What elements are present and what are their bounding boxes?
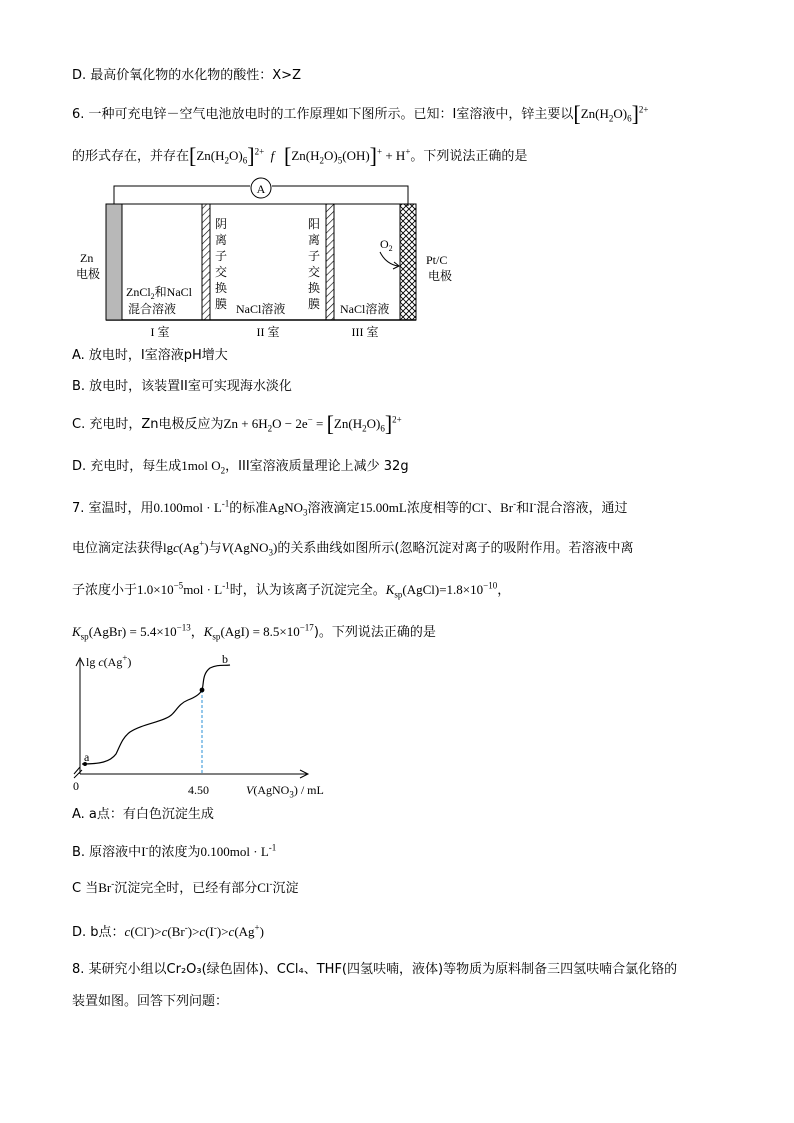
room2-solution: NaCl溶液 <box>236 302 286 316</box>
q6-equilibrium: $[Zn(H_2O)_6]^{2+}$ f $[Zn(H_2O)_5(OH)]^+ + H^+$ <box>189 143 411 168</box>
external-wire-right <box>272 186 408 206</box>
titration-curve <box>82 665 230 764</box>
svg-text:阴: 阴 <box>214 217 228 231</box>
svg-text:换: 换 <box>307 281 321 295</box>
svg-text:子: 子 <box>307 249 321 263</box>
svg-text:子: 子 <box>214 249 228 263</box>
room3-label: III 室 <box>351 325 379 339</box>
q8-stem-line-1: 8. 某研究小组以Cr₂O₃(绿色固体)、CCl₄、THF(四氢呋喃，液体)等物质为原料制备三四氢呋喃合氯化铬的 <box>72 962 678 977</box>
cation-membrane-label <box>308 217 320 311</box>
room3-solution: NaCl溶液 <box>340 302 390 316</box>
zn-electrode <box>106 204 122 320</box>
q6-stem-line-2 <box>72 143 528 168</box>
q6-option-b: B. 放电时，该装置II室可实现海水淡化 <box>72 379 292 394</box>
q7-option-d: D. b点：c(Cl-)>c(Br-)>c(I-)>c(Ag+) <box>72 922 264 940</box>
ptc-electrode <box>400 204 416 320</box>
q7-option-a: A. a点：有白色沉淀生成 <box>72 807 214 822</box>
q7-option-c: C 当Br-沉淀完全时，已经有部分Cl-沉淀 <box>72 878 299 896</box>
q6-stem-text: 6. 一种可充电锌－空气电池放电时的工作原理如下图所示。已知：I室溶液中，锌主要以 <box>72 107 574 122</box>
anion-membrane-label <box>215 217 227 311</box>
q7-graph-xlabel: V(AgNO$_3$) / mL <box>246 783 324 800</box>
room1-label: I 室 <box>150 325 170 339</box>
svg-text:换: 换 <box>214 281 228 295</box>
q6-battery-figure <box>100 176 430 344</box>
q7-option-b: B. 原溶液中I-的浓度为$0.100mol \cdot L^{-1}$ <box>72 842 277 860</box>
q6-stem-text-2a: 的形式存在，并存在 <box>72 149 190 164</box>
point-b-label: b <box>222 654 228 666</box>
room1-solution-line1: ZnCl$_2$和NaCl <box>126 285 193 301</box>
ptc-electrode-label: Pt/C 电极 <box>426 253 453 283</box>
q6-zn-complex: $[Zn(H_2O)_6]^{2+}$ <box>573 101 649 126</box>
cation-exchange-membrane <box>326 204 334 320</box>
external-wire-left <box>114 186 250 206</box>
q7-graph-ylabel: lg c(Ag+) <box>86 653 132 669</box>
q6-option-d-amount: 1mol $O_2$ <box>181 458 226 476</box>
room2-label: II 室 <box>256 325 280 339</box>
axis-break-icon <box>74 767 82 778</box>
point-dot-4.50 <box>200 688 205 693</box>
o2-label: $O_2$ <box>380 237 393 253</box>
point-a-label: a <box>84 750 90 764</box>
q7-stem-line-1: 7. 室温时，用$0.100mol \cdot L^{-1}$的标准AgNO$_3$溶液滴定15.00mL浓度相等的Cl-、Br-和I-混合溶液，通过 <box>72 498 628 518</box>
svg-text:膜: 膜 <box>214 297 228 311</box>
q6-stem-line-1 <box>72 101 649 126</box>
q6-option-c-equation: $Zn + 6H_2O - 2e^- = [Zn(H_2O)_6]^{2+}$ <box>223 411 402 436</box>
q8-stem-line-2: 装置如图。回答下列问题： <box>72 994 229 1009</box>
room1-solution-line2: 混合溶液 <box>128 302 177 316</box>
ammeter-label: A <box>256 182 266 196</box>
q6-stem-text-2b: 。下列说法正确的是 <box>410 149 528 164</box>
origin-label: 0 <box>73 779 79 793</box>
anion-exchange-membrane <box>202 204 210 320</box>
zn-electrode-label: Zn 电极 <box>76 251 101 281</box>
q6-option-c: C. 充电时，Zn电极反应为$Zn + 6H_2O - 2e^- = [Zn(H_2O)_6]^{2+}$ <box>72 411 402 436</box>
q7-stem-line-4: $K_{sp}(AgBr) = 5.4\times 10^{-13}$，$K_{sp}(AgI) = 8.5\times 10^{-17}$)。下列说法正确的是 <box>72 622 436 642</box>
q6-option-a: A. 放电时，I室溶液pH增大 <box>72 348 228 363</box>
o2-arrow-icon <box>380 252 398 266</box>
svg-text:离: 离 <box>214 233 228 247</box>
svg-text:离: 离 <box>307 233 321 247</box>
svg-text:阳: 阳 <box>307 217 321 231</box>
q7-stem-line-3: 子浓度小于$1.0\times 10^{-5}mol \cdot L^{-1}$时，认为该离子沉淀完全。$K_{sp}(AgCl)=1.8\times 10^{-10}$， <box>72 580 511 600</box>
svg-text:交: 交 <box>307 265 321 279</box>
svg-text:膜: 膜 <box>307 297 321 311</box>
q7-titration-graph <box>70 654 320 804</box>
x-tick-label: 4.50 <box>188 783 209 797</box>
svg-text:交: 交 <box>214 265 228 279</box>
q6-option-d: D. 充电时，每生成1mol $O_2$，III室溶液质量理论上减少 32g <box>72 458 409 476</box>
q7-stem-line-2: 电位滴定法获得lgc(Ag+)与V(AgNO$_3$)的关系曲线如图所示(忽略沉淀对离子的吸附作用。若溶液中离 <box>72 538 634 558</box>
q5-option-d: D. 最高价氧化物的水化物的酸性：X>Z <box>72 68 301 83</box>
